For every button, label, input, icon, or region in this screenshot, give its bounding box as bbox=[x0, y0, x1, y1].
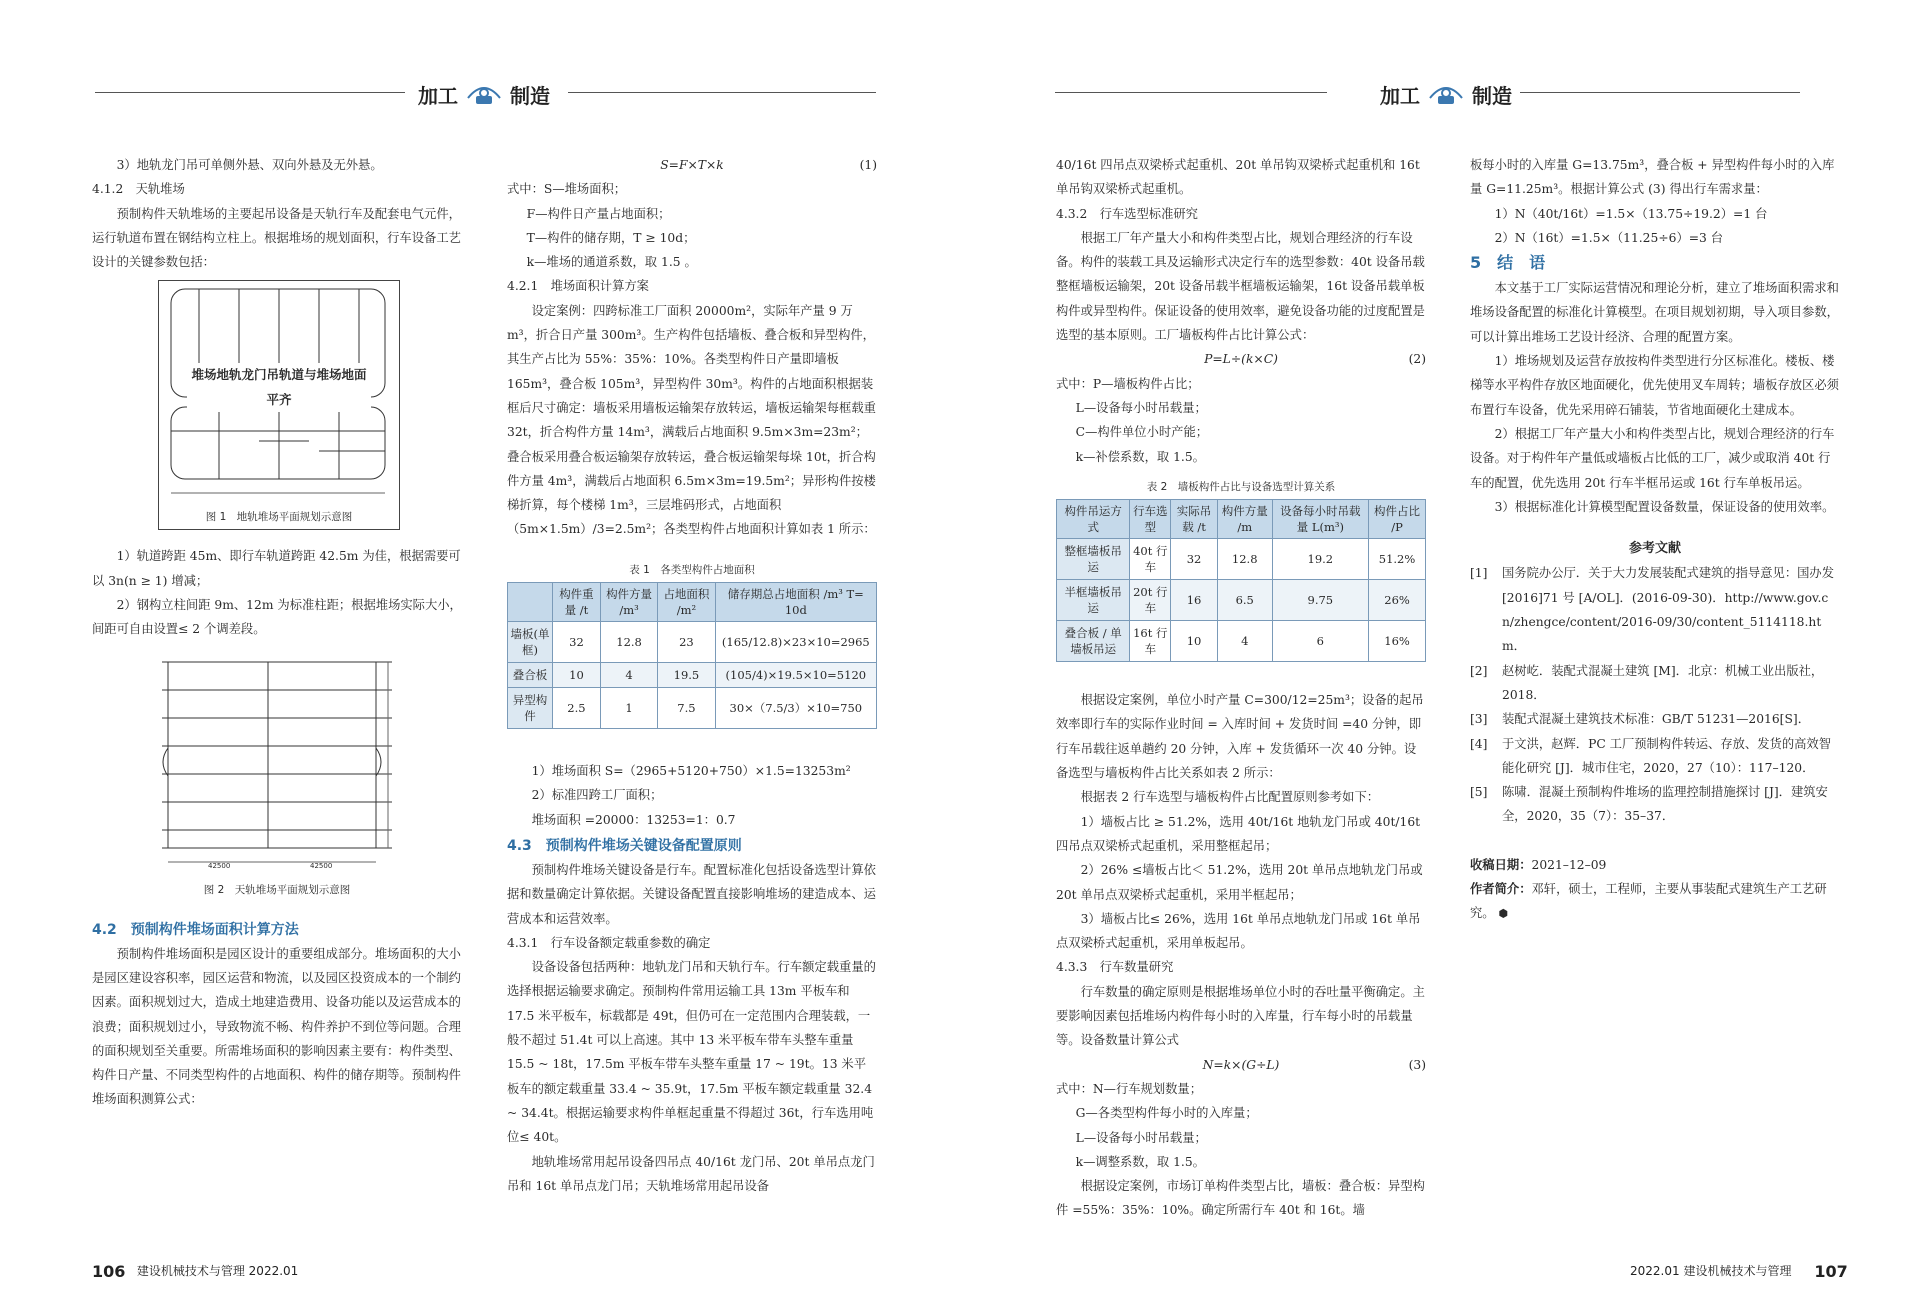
paragraph: 40/16t 四吊点双梁桥式起重机、20t 单吊钩双梁桥式起重机和 16t 单吊钩双梁桥式起重机。 bbox=[1056, 158, 1420, 197]
paragraph: 地轨堆场常用起吊设备四吊点 40/16t 龙门吊、20t 单吊点龙门吊和 16t 单吊点龙门吊；天轨堆场常用起吊设备 bbox=[507, 1154, 875, 1193]
conclusion-item: 2）根据工厂年产量大小和构件类型占比，规划合理经济的行车设备。对于构件年产量低或墙板占比低的工厂，减少或取消 40t 行车的配置，优先选用 20t 行车半框吊运或 16t 行车单板吊运。 bbox=[1470, 426, 1835, 490]
references-title: 参考文献 bbox=[1628, 541, 1681, 557]
formula-3-expr: N=k×(G÷L) bbox=[1202, 1057, 1280, 1072]
calc-line: 1）堆场面积 S=（2965+5120+750）×1.5=13253m² bbox=[531, 764, 851, 779]
table-cell: 整框墙板吊运 bbox=[1057, 539, 1130, 580]
variable-def: k—补偿系数，取 1.5。 bbox=[1075, 449, 1205, 464]
calc-line: 1）N（40t/16t）=1.5×（13.75÷19.2）=1 台 bbox=[1494, 206, 1768, 221]
reference-text: 装配式混凝土建筑技术标准：GB/T 51231—2016[S]． bbox=[1502, 712, 1810, 727]
figure-2-dimension: 42500 bbox=[208, 861, 231, 870]
formula-1 bbox=[507, 153, 877, 177]
column-106-2 bbox=[507, 153, 877, 1198]
journal-name: 建设机械技术与管理 2022.01 bbox=[136, 1264, 299, 1278]
paragraph: 本文基于工厂实际运营情况和理论分析，建立了堆场面积需求和堆场设备配置的标准化计算模型。在项目规划初期，导入项目参数，可以计算出堆场工艺设计经济、合理的配置方案。 bbox=[1470, 281, 1839, 344]
table-header bbox=[508, 583, 553, 622]
table-header: 构件重量 /t bbox=[553, 583, 601, 622]
variable-def: L—设备每小时吊载量； bbox=[1075, 400, 1207, 415]
formula-1-expr: S=F×T×k bbox=[660, 158, 724, 172]
gear-logo-icon bbox=[1426, 82, 1466, 108]
table-cell: 叠合板 bbox=[508, 663, 553, 688]
table-cell: 26% bbox=[1369, 580, 1426, 621]
header-banner bbox=[1380, 80, 1512, 109]
section-heading-5: 5 结 语 bbox=[1470, 253, 1546, 273]
table-2 bbox=[1056, 499, 1426, 662]
gear-logo-icon bbox=[464, 82, 504, 108]
table-header: 实际吊载 /t bbox=[1171, 500, 1218, 539]
table-cell: 32 bbox=[553, 622, 601, 663]
paragraph: 2）钢构立柱间距 9m、12m 为标准柱距；根据堆场实际大小，间距可自由设置≤ 2 个调差段。 bbox=[92, 598, 462, 637]
reference-number: [2] bbox=[1470, 663, 1488, 678]
table-cell: 19.2 bbox=[1272, 539, 1368, 580]
paragraph: 行车数量的确定原则是根据堆场单位小时的吞吐量平衡确定。主要影响因素包括堆场内构件每小时的入库量，行车每小时的吊载量等。设备数量计算公式 bbox=[1056, 984, 1425, 1048]
end-mark-icon: ⬢ bbox=[1498, 907, 1509, 921]
page-107 bbox=[960, 0, 1920, 1303]
section-heading-4-3-1: 4.3.1 行车设备额定载重参数的确定 bbox=[507, 935, 711, 950]
table-header: 构件方量 /m³ bbox=[600, 583, 657, 622]
table-cell: 2.5 bbox=[553, 688, 601, 729]
section-heading-4-1-2: 4.1.2 天轨堆场 bbox=[92, 182, 185, 197]
table-cell: 7.5 bbox=[658, 688, 715, 729]
table-header: 构件占比 /P bbox=[1369, 500, 1426, 539]
table-cell: 墙板(单框) bbox=[508, 622, 553, 663]
paragraph: 设备设备包括两种：地轨龙门吊和天轨行车。行车额定载重量的选择根据运输要求确定。预制构件常用运输工具 13m 平板车和 17.5 米平板车，标载都是 49t，但仍可在一定范围内合理装载，一般不超过 51.4t 可以上高速。其中 13 米平板车带车头整车重量 15.5 ~ 18t，17.5m 平板车带车头整车重量 17 ~ 19t。13 米平板车的额定载重量 33.4 ~ 35.9t，17.5m 平板车额定载重量 32.4 ~ 34.4t。根据运输要求构件单框起重量不得超过 36t，行车选用吨位≤ 40t。 bbox=[507, 960, 876, 1145]
received-date-line bbox=[1470, 853, 1840, 877]
reference-item bbox=[1470, 732, 1840, 781]
table-cell: 16 bbox=[1171, 580, 1218, 621]
table-header: 构件方量 /m bbox=[1217, 500, 1272, 539]
conclusion-item: 1）堆场规划及运营存放按构件类型进行分区标准化。楼板、楼梯等水平构件存放区地面硬化，优先使用叉车周转；墙板存放区必须布置行车设备，优先采用碎石铺装，节省地面硬化土建成本。 bbox=[1470, 354, 1839, 417]
figure-2-drawing bbox=[152, 652, 402, 874]
table-cell: 30×（7.5/3）×10=750 bbox=[715, 688, 876, 729]
table-header: 构件吊运方式 bbox=[1057, 500, 1130, 539]
header-rule-right bbox=[568, 92, 876, 93]
header-title-right: 制造 bbox=[510, 84, 550, 108]
table-cell: 32 bbox=[1171, 539, 1218, 580]
table-cell: 12.8 bbox=[600, 622, 657, 663]
rule-item: 2）26% ≤墙板占比＜ 51.2%，选用 20t 单吊点地轨龙门吊或 20t 单吊点双梁桥式起重机，采用半框起吊； bbox=[1056, 863, 1423, 902]
variable-def: C—构件单位小时产能； bbox=[1075, 425, 1209, 440]
table-1-caption: 表 1 各类型构件占地面积 bbox=[629, 563, 755, 576]
table-cell: 23 bbox=[658, 622, 715, 663]
variable-def: T—构件的储存期，T ≥ 10d； bbox=[526, 230, 696, 245]
formula-2-number: (2) bbox=[1408, 352, 1426, 367]
header-rule-right bbox=[1520, 92, 1800, 93]
author-info bbox=[1470, 877, 1840, 927]
paragraph: 预制构件堆场面积是园区设计的重要组成部分。堆场面积的大小是园区建设容积率，园区运营和物流，以及园区投资成本的一个制约因素。面积规划过大，造成土地建造费用、设备功能以及运营成本的浪费；面积规划过小，导致物流不畅、构件养护不到位等问题。合理的面积规划至关重要。所需堆场面积的影响因素主要有：构件类型、构件日产量、不同类型构件的占地面积、构件的储存期等。预制构件堆场面积测算公式： bbox=[92, 946, 461, 1107]
reference-text: 于文洪，赵辉．PC 工厂预制构件转运、存放、发货的高效智能化研究 [J]．城市住宅，2020，27（10）：117–120． bbox=[1502, 736, 1832, 775]
variable-def: k—堆场的通道系数，取 1.5 。 bbox=[526, 255, 697, 270]
table-cell: 10 bbox=[553, 663, 601, 688]
variable-def: L—设备每小时吊载量； bbox=[1075, 1130, 1207, 1145]
header-banner bbox=[418, 80, 550, 109]
paragraph: 根据表 2 行车选型与墙板构件占比配置原则参考如下： bbox=[1080, 790, 1380, 805]
variable-def: F—构件日产量占地面积； bbox=[526, 206, 671, 221]
section-heading-4-3-2: 4.3.2 行车选型标准研究 bbox=[1056, 206, 1198, 221]
column-107-1 bbox=[1056, 153, 1426, 1223]
paragraph: 预制构件堆场关键设备是行车。配置标准化包括设备选型计算依据和数量确定计算依据。关键设备配置直接影响堆场的建造成本、运营成本和运营效率。 bbox=[507, 862, 876, 926]
formula-2 bbox=[1056, 347, 1426, 371]
table-cell: 叠合板 / 单墙板吊运 bbox=[1057, 621, 1130, 662]
variable-def: 式中：S—堆场面积； bbox=[507, 182, 627, 197]
page-number: 107 bbox=[1814, 1262, 1848, 1281]
table-cell: 半框墙板吊运 bbox=[1057, 580, 1130, 621]
reference-number: [3] bbox=[1470, 712, 1488, 727]
reference-item bbox=[1470, 561, 1840, 658]
table-header: 行车选型 bbox=[1130, 500, 1171, 539]
paragraph: 设定案例：四跨标准工厂面积 20000m²，实际年产量 9 万 m³，折合日产量 300m³。生产构件包括墙板、叠合板和异型构件，其生产占比为 55%：35%：10%。各类型构件日产量即墙板 165m³，叠合板 105m³，异型构件 30m³。构件的占地面积根据装框后尺寸确定：墙板采用墙板运输架存放转运，墙板运输架每框载重 32t，折合构件方量 14m³，满载后占地面积 9.5m×3m=23m²；叠合板采用叠合板运输架存放转运，叠合板运输架每垛 10t，折合构件方量 4m³，满载后占地面积 6.5m×3m=19.5m²；异形构件按楼梯折算，每个楼梯 1m³，三层堆码形式，占地面积（5m×1.5m）/3=2.5m²；各类型构件占地面积计算如表 1 所示： bbox=[507, 303, 876, 537]
calc-line: 2）N（16t）=1.5×（11.25÷6）=3 台 bbox=[1494, 230, 1724, 245]
table-cell: 9.75 bbox=[1272, 580, 1368, 621]
header-title-left: 加工 bbox=[418, 84, 458, 108]
section-heading-4-3: 4.3 预制构件堆场关键设备配置原则 bbox=[507, 837, 742, 854]
column-107-2 bbox=[1470, 153, 1840, 927]
variable-def: 式中：P—墙板构件占比； bbox=[1056, 376, 1200, 391]
column-106-1 bbox=[92, 153, 462, 1112]
header-title-right: 制造 bbox=[1472, 84, 1512, 108]
formula-1-number: (1) bbox=[859, 158, 877, 172]
table-cell: 4 bbox=[600, 663, 657, 688]
reference-item bbox=[1470, 780, 1840, 829]
reference-number: [4] bbox=[1470, 736, 1488, 751]
conclusion-item: 3）根据标准化计算模型配置设备数量，保证设备的使用效率。 bbox=[1494, 499, 1835, 514]
figure-2-dimension: 42500 bbox=[310, 861, 333, 870]
formula-3-number: (3) bbox=[1408, 1057, 1426, 1072]
variable-def: G—各类型构件每小时的入库量； bbox=[1075, 1106, 1258, 1121]
rule-item: 3）墙板占比≤ 26%，选用 16t 单吊点地轨龙门吊或 16t 单吊点双梁桥式起重机，采用单板起吊。 bbox=[1056, 911, 1421, 951]
reference-text: 赵树屹．装配式混凝土建筑 [M]．北京：机械工业出版社，2018． bbox=[1502, 663, 1824, 702]
author-text: 邓轩，硕士，工程师，主要从事装配式建筑生产工艺研究。 bbox=[1470, 882, 1827, 921]
reference-item bbox=[1470, 659, 1840, 708]
author-label: 作者简介： bbox=[1470, 882, 1532, 897]
table-cell: 20t 行车 bbox=[1130, 580, 1171, 621]
paragraph: 板每小时的入库量 G=13.75m³，叠合板 + 异型构件每小时的入库量 G=11.25m³。根据计算公式 (3) 得出行车需求量： bbox=[1470, 158, 1835, 197]
table-2-caption: 表 2 墙板构件占比与设备选型计算关系 bbox=[1146, 480, 1336, 493]
table-cell: 12.8 bbox=[1217, 539, 1272, 580]
paragraph: 预制构件天轨堆场的主要起吊设备是天轨行车及配套电气元件，运行轨道布置在钢结构立柱上。根据堆场的规划面积，行车设备工艺设计的关键参数包括： bbox=[92, 206, 461, 270]
rule-item: 1）墙板占比 ≥ 51.2%，选用 40t/16t 地轨龙门吊或 40t/16t 四吊点双梁桥式起重机，采用整框起吊； bbox=[1056, 814, 1421, 853]
figure-1-label: 堆场地轨龙门吊轨道与堆场地面平齐 bbox=[187, 363, 371, 412]
calc-line: 堆场面积 =20000：13253=1：0.7 bbox=[531, 812, 736, 827]
header-title-left: 加工 bbox=[1380, 84, 1420, 108]
section-heading-4-2: 4.2 预制构件堆场面积计算方法 bbox=[92, 921, 299, 938]
reference-item bbox=[1470, 707, 1840, 731]
table-cell: 51.2% bbox=[1369, 539, 1426, 580]
reference-number: [1] bbox=[1470, 566, 1488, 581]
received-label: 收稿日期： bbox=[1470, 857, 1532, 872]
table-row bbox=[508, 688, 877, 729]
figure-1-caption: 图 1 地轨堆场平面规划示意图 bbox=[205, 511, 353, 524]
table-row bbox=[1057, 580, 1426, 621]
table-cell: 6.5 bbox=[1217, 580, 1272, 621]
table-cell: 1 bbox=[600, 688, 657, 729]
table-row bbox=[1057, 621, 1426, 662]
table-cell: 4 bbox=[1217, 621, 1272, 662]
table-header: 占地面积 /m² bbox=[658, 583, 715, 622]
formula-2-expr: P=L÷(k×C) bbox=[1204, 352, 1278, 367]
table-cell: 16t 行车 bbox=[1130, 621, 1171, 662]
table-cell: (105/4)×19.5×10=5120 bbox=[715, 663, 876, 688]
footer-right bbox=[1630, 1262, 1848, 1281]
table-row bbox=[1057, 539, 1426, 580]
paragraph: 根据设定案例，市场订单构件类型占比，墙板：叠合板：异型构件 =55%：35%：10%。确定所需行车 40t 和 16t。墙 bbox=[1056, 1179, 1425, 1218]
variable-def: k—调整系数，取 1.5。 bbox=[1075, 1154, 1205, 1169]
formula-3 bbox=[1056, 1053, 1426, 1077]
table-cell: 6 bbox=[1272, 621, 1368, 662]
paragraph: 根据工厂年产量大小和构件类型占比，规划合理经济的行车设备。构件的装载工具及运输形式决定行车的选型参数：40t 设备吊载整框墙板运输架，20t 设备吊载半框墙板运输架，16t 设备吊载单板构件或异型构件。保证设备的使用效率，避免设备功能的过度配置是选型的基本原则。工厂墙板构件占比计算公式： bbox=[1056, 230, 1425, 343]
page-number: 106 bbox=[92, 1262, 126, 1281]
table-cell: 19.5 bbox=[658, 663, 715, 688]
calc-line: 2）标准四跨工厂面积； bbox=[531, 788, 663, 803]
paragraph: 1）轨道跨距 45m、即行车轨道跨距 42.5m 为佳，根据需要可以 3n(n ≥ 1) 增减； bbox=[92, 549, 461, 588]
variable-def: 式中：N—行车规划数量； bbox=[1056, 1081, 1203, 1096]
table-cell: (165/12.8)×23×10=2965 bbox=[715, 622, 876, 663]
table-cell: 40t 行车 bbox=[1130, 539, 1171, 580]
table-row bbox=[508, 663, 877, 688]
footer-left bbox=[92, 1262, 298, 1281]
table-row bbox=[508, 622, 877, 663]
header-rule-left bbox=[95, 92, 405, 93]
table-1 bbox=[507, 582, 877, 729]
paragraph: 根据设定案例，单位小时产量 C=300/12=25m³；设备的起吊效率即行车的实际作业时间 = 入库时间 + 发货时间 =40 分钟，即行车吊载往返单趟约 20 分钟，入库 + 发货循环一次 40 分钟。设备选型与墙板构件占比关系如表 2 所示： bbox=[1056, 693, 1424, 781]
table-cell: 异型构件 bbox=[508, 688, 553, 729]
section-heading-4-2-1: 4.2.1 堆场面积计算方案 bbox=[507, 279, 649, 294]
header-rule-left bbox=[1055, 92, 1327, 93]
table-header: 设备每小时吊载量 L(m³) bbox=[1272, 500, 1368, 539]
figure-1 bbox=[158, 280, 400, 530]
received-date: 2021–12–09 bbox=[1531, 857, 1607, 872]
reference-text: 国务院办公厅．关于大力发展装配式建筑的指导意见：国办发 [2016]71 号 [A/OL]．(2016-09-30)．http://www.gov.cn/zhengce/content/2016-09/30/content_5114118.htm． bbox=[1502, 566, 1835, 654]
paragraph: 3）地轨龙门吊可单侧外悬、双向外悬及无外悬。 bbox=[116, 158, 383, 172]
figure-2 bbox=[152, 652, 402, 898]
table-cell: 10 bbox=[1171, 621, 1218, 662]
reference-text: 陈啸．混凝土预制构件堆场的监理控制措施探讨 [J]．建筑安全，2020，35（7）：35–37． bbox=[1502, 785, 1828, 824]
figure-2-caption: 图 2 天轨堆场平面规划示意图 bbox=[203, 883, 351, 896]
reference-number: [5] bbox=[1470, 785, 1488, 800]
table-header: 储存期总占地面积 /m³ T= 10d bbox=[715, 583, 876, 622]
journal-name: 2022.01 建设机械技术与管理 bbox=[1630, 1264, 1792, 1278]
section-heading-4-3-3: 4.3.3 行车数量研究 bbox=[1056, 960, 1174, 975]
table-cell: 16% bbox=[1369, 621, 1426, 662]
